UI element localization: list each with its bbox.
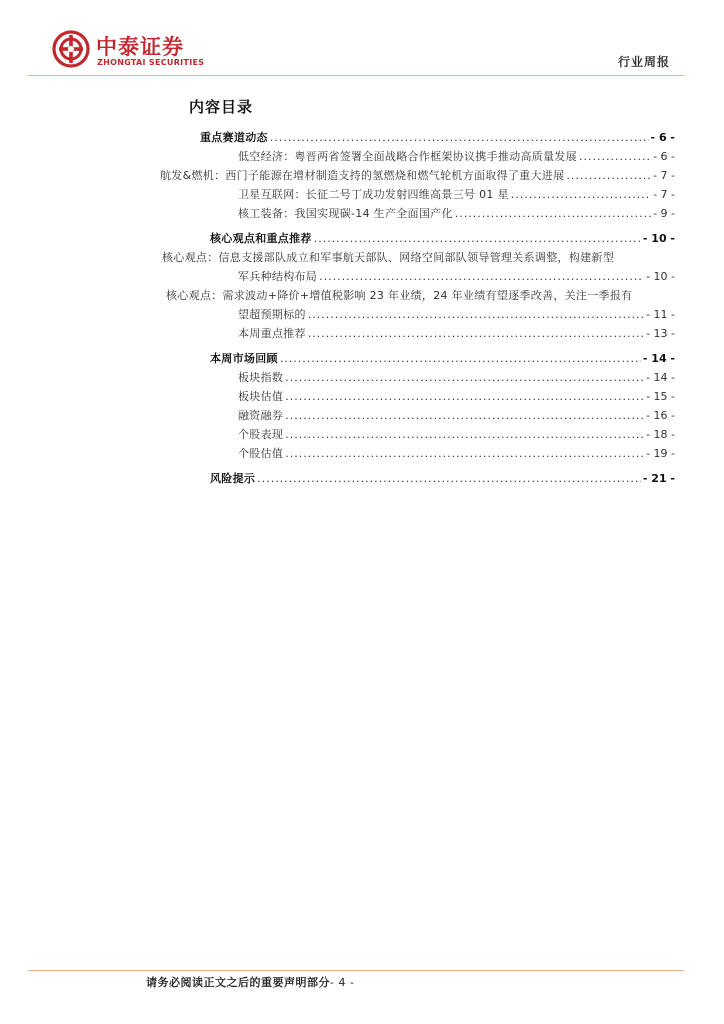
toc-leader-dots bbox=[270, 128, 649, 147]
toc-page-number: - 10 - bbox=[646, 270, 675, 283]
toc-page-number: - 6 - bbox=[650, 131, 675, 144]
toc-entry-label: 重点赛道动态 bbox=[200, 131, 268, 144]
toc-entry-label: 板块指数 bbox=[238, 371, 284, 384]
toc-entry-nuclear[interactable] bbox=[150, 204, 675, 223]
toc-entry-label: 核心观点和重点推荐 bbox=[210, 232, 312, 245]
toc-entry-core-view-1[interactable] bbox=[150, 248, 675, 286]
toc-entry-label: 本周重点推荐 bbox=[238, 327, 306, 340]
toc-leader-dots bbox=[257, 469, 641, 488]
toc-entry-weekly-picks[interactable] bbox=[150, 324, 675, 343]
toc-entry-aero-engine[interactable] bbox=[150, 166, 675, 185]
toc-entry-risk-warning[interactable] bbox=[150, 469, 675, 488]
toc-page-number: - 7 - bbox=[653, 169, 675, 182]
toc-leader-dots bbox=[308, 324, 644, 343]
toc-entry-low-altitude[interactable] bbox=[150, 147, 675, 166]
toc-entry-label: 板块估值 bbox=[238, 390, 284, 403]
report-type-label: 行业周报 bbox=[617, 55, 670, 69]
toc-entry-label-line2: 军兵种结构布局 bbox=[238, 270, 318, 283]
toc-page-number: - 15 - bbox=[646, 390, 675, 403]
toc-entry-label: 核工装备：我国实现碳-14 生产全面国产化 bbox=[238, 207, 453, 220]
toc-page-number: - 11 - bbox=[646, 308, 675, 321]
toc-leader-dots bbox=[285, 406, 644, 425]
disclaimer-notice: 请务必阅读正文之后的重要声明部分 bbox=[146, 976, 330, 989]
page-footer bbox=[146, 974, 354, 990]
toc-entry-label: 个股表现 bbox=[238, 428, 284, 441]
toc-entry-label: 风险提示 bbox=[210, 472, 256, 485]
toc-page-number: - 16 - bbox=[646, 409, 675, 422]
toc-leader-dots bbox=[285, 425, 644, 444]
toc-entry-market-review[interactable] bbox=[150, 349, 675, 368]
toc-leader-dots bbox=[314, 229, 641, 248]
toc-entry-satellite[interactable] bbox=[150, 185, 675, 204]
toc-entry-label: 个股估值 bbox=[238, 447, 284, 460]
toc-entry-key-track-news[interactable] bbox=[150, 128, 675, 147]
toc-leader-dots bbox=[280, 349, 641, 368]
toc-entry-label: 卫星互联网：长征二号丁成功发射四维高景三号 01 星 bbox=[238, 188, 509, 201]
toc-page-number: - 10 - bbox=[642, 232, 675, 245]
toc-page-number: - 14 - bbox=[646, 371, 675, 384]
footer-divider bbox=[28, 970, 684, 971]
toc-entry-label-line1: 核心观点：信息支援部队成立和军事航天部队、网络空间部队领导管理关系调整，构建新型 bbox=[162, 251, 614, 264]
toc-page-number: - 13 - bbox=[646, 327, 675, 340]
toc-entry-core-view-2[interactable] bbox=[150, 286, 675, 324]
logo-chinese-name: 中泰证券 bbox=[96, 35, 184, 59]
toc-entry-sector-valuation[interactable] bbox=[150, 387, 675, 406]
toc-page-number: - 7 - bbox=[653, 188, 675, 201]
toc-leader-dots bbox=[285, 368, 644, 387]
toc-entry-label-line2: 望超预期标的 bbox=[238, 308, 306, 321]
toc-leader-dots bbox=[566, 166, 651, 185]
toc-leader-dots bbox=[285, 444, 644, 463]
toc-entry-core-views[interactable] bbox=[150, 229, 675, 248]
toc-page-number: - 18 - bbox=[646, 428, 675, 441]
toc-page-number: - 9 - bbox=[653, 207, 675, 220]
toc-leader-dots bbox=[308, 305, 644, 324]
toc-page-number: - 21 - bbox=[642, 472, 675, 485]
toc-entry-sector-index[interactable] bbox=[150, 368, 675, 387]
toc-leader-dots bbox=[455, 204, 651, 223]
zhongtai-logo-icon bbox=[52, 30, 90, 68]
toc-entry-margin-trading[interactable] bbox=[150, 406, 675, 425]
toc-page-number: - 19 - bbox=[646, 447, 675, 460]
toc-entry-label: 航发&燃机：西门子能源在增材制造支持的氢燃烧和燃气轮机方面取得了重大进展 bbox=[160, 169, 565, 182]
toc-entry-label: 低空经济：粤晋两省签署全面战略合作框架协议携手推动高质量发展 bbox=[238, 150, 577, 163]
header-divider bbox=[28, 75, 684, 76]
logo-english-name: ZHONGTAI SECURITIES bbox=[97, 58, 205, 67]
toc-leader-dots bbox=[319, 267, 644, 286]
toc-entry-label: 本周市场回顾 bbox=[210, 352, 278, 365]
toc-leader-dots bbox=[579, 147, 651, 166]
toc-page-number: - 6 - bbox=[653, 150, 675, 163]
toc-entry-label-line1: 核心观点：需求波动+降价+增值税影响 23 年业绩，24 年业绩有望逐季改善，关注一季报有 bbox=[166, 289, 633, 302]
page-number: - 4 - bbox=[330, 976, 355, 989]
toc-entry-stock-performance[interactable] bbox=[150, 425, 675, 444]
toc-title: 内容目录 bbox=[189, 98, 254, 116]
toc-entry-label: 融资融券 bbox=[238, 409, 284, 422]
toc-entry-stock-valuation[interactable] bbox=[150, 444, 675, 463]
toc-leader-dots bbox=[285, 387, 644, 406]
table-of-contents bbox=[150, 128, 675, 488]
toc-page-number: - 14 - bbox=[642, 352, 675, 365]
toc-leader-dots bbox=[511, 185, 651, 204]
